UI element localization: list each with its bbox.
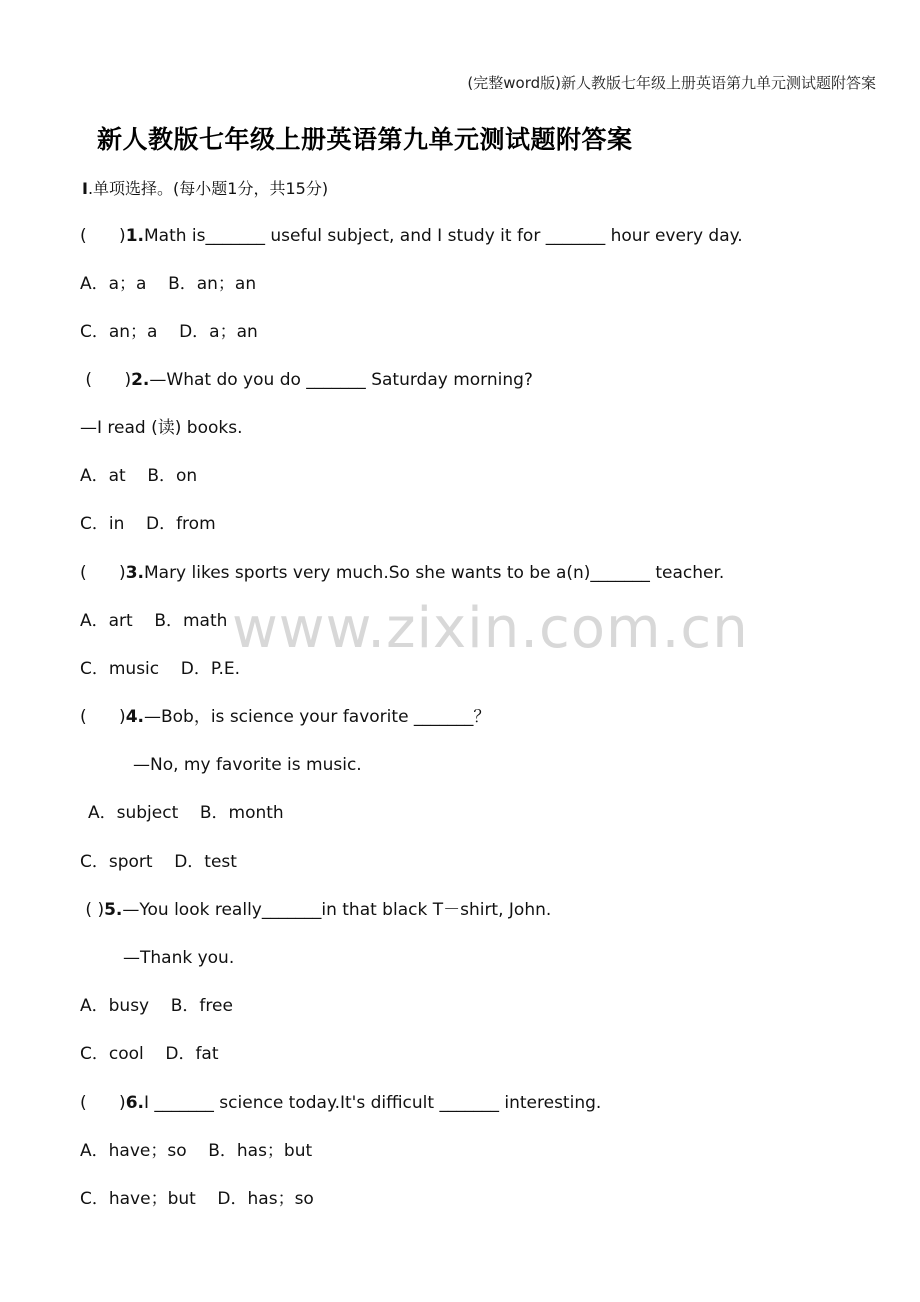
section-heading bbox=[82, 176, 328, 199]
question-number: 4. bbox=[125, 707, 144, 727]
option-line: A．have；so B．has；but bbox=[80, 1141, 313, 1161]
answer-blank-paren: ( ) bbox=[80, 563, 126, 583]
option-line: C．cool D．fat bbox=[80, 1044, 219, 1064]
question-line-5 bbox=[80, 898, 551, 922]
option-line: A．subject B．month bbox=[88, 803, 284, 823]
question-number: 2. bbox=[131, 370, 150, 390]
header-note: (完整word版)新人教版七年级上册英语第九单元测试题附答案 bbox=[467, 74, 876, 92]
answer-blank-paren: ( ) bbox=[80, 370, 132, 390]
answer-blank-paren: ( ) bbox=[80, 707, 126, 727]
question-line-6 bbox=[80, 1091, 601, 1115]
watermark: www.zixin.com.cn bbox=[232, 596, 749, 661]
option-line: A．art B．math bbox=[80, 611, 228, 631]
question-text: —You look really_______in that black T－shirt, John. bbox=[122, 900, 552, 920]
section-roman-numeral: Ⅰ bbox=[82, 179, 88, 198]
question-line-1 bbox=[80, 224, 743, 248]
question-text: Math is_______ useful subject, and I study it for _______ hour every day. bbox=[143, 226, 743, 246]
question-line-3 bbox=[80, 561, 724, 585]
question-text: Mary likes sports very much.So she wants to be a(n)_______ teacher. bbox=[143, 563, 725, 583]
question-number: 3. bbox=[125, 563, 144, 583]
option-line: C．sport D．test bbox=[80, 852, 237, 872]
option-line: C．music D．P.E. bbox=[80, 659, 240, 679]
option-line: C．an；a D．a；an bbox=[80, 322, 258, 342]
option-line: A．at B．on bbox=[80, 466, 198, 486]
question-number: 5. bbox=[104, 900, 123, 920]
option-line: C．have；but D．has；so bbox=[80, 1189, 314, 1209]
answer-blank-paren: ( ) bbox=[80, 1093, 126, 1113]
question-line-2 bbox=[80, 368, 533, 392]
question-text: I _______ science today.It's difficult _______ interesting. bbox=[143, 1093, 602, 1113]
question-text: —What do you do _______ Saturday morning? bbox=[149, 370, 533, 390]
option-line: A．a；a B．an；an bbox=[80, 274, 257, 294]
answer-blank-paren: ( ) bbox=[80, 226, 126, 246]
question-line-4 bbox=[80, 705, 490, 729]
option-line: A．busy B．free bbox=[80, 996, 233, 1016]
section-label: .单项选择。(每小题1分，共15分) bbox=[87, 179, 329, 198]
option-line: C．in D．from bbox=[80, 514, 216, 534]
question-number: 6. bbox=[125, 1093, 144, 1113]
answer-blank-paren: ( ) bbox=[80, 900, 105, 920]
dialogue-line: —I read (读) books. bbox=[80, 418, 243, 438]
dialogue-line: —No, my favorite is music. bbox=[133, 755, 362, 775]
question-text: —Bob，is science your favorite _______？ bbox=[143, 707, 491, 727]
dialogue-line: —Thank you. bbox=[123, 948, 235, 968]
document-title: 新人教版七年级上册英语第九单元测试题附答案 bbox=[97, 125, 633, 154]
question-number: 1. bbox=[125, 226, 144, 246]
